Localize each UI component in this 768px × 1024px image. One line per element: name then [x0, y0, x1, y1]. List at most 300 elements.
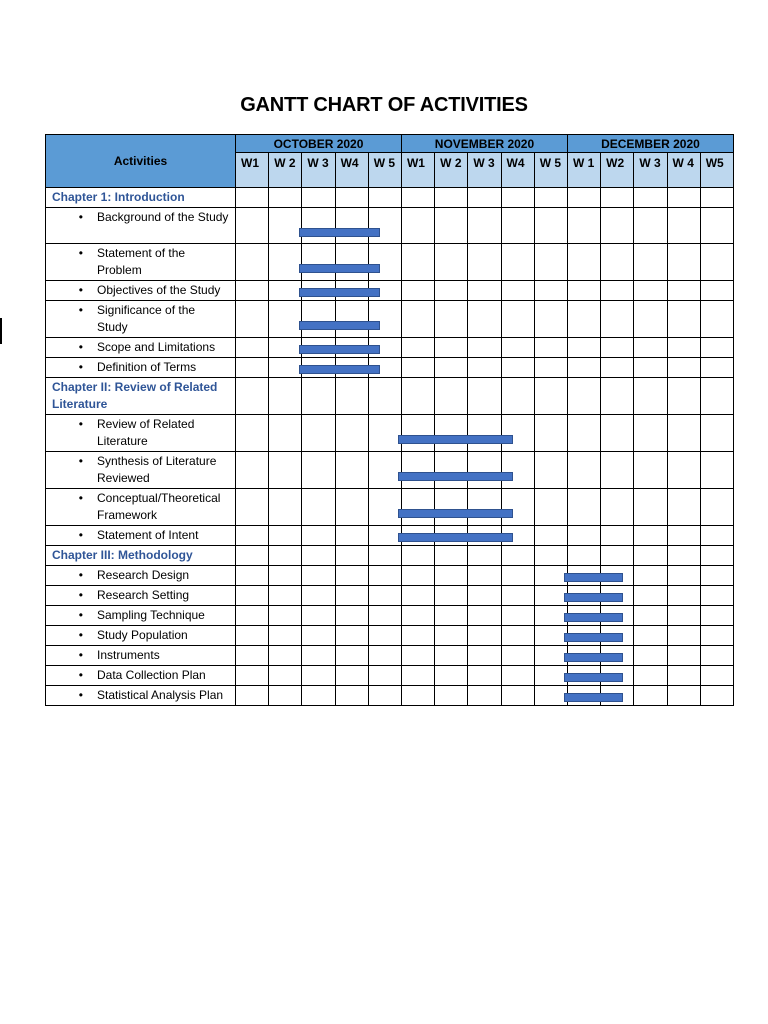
- week-cell: [236, 378, 269, 415]
- week-cell: [435, 415, 468, 452]
- week-cell: [335, 378, 368, 415]
- week-cell: [236, 586, 269, 606]
- week-cell: [634, 208, 667, 244]
- week-cell: [634, 686, 667, 706]
- week-cell: [401, 586, 434, 606]
- activity-cell: [46, 338, 236, 358]
- week-cell: [634, 338, 667, 358]
- activity-label: Study Population: [97, 628, 188, 642]
- week-cell: [634, 526, 667, 546]
- week-cell: [302, 686, 335, 706]
- week-cell: [468, 358, 501, 378]
- bullet-icon: •: [78, 246, 83, 260]
- week-cell: [335, 546, 368, 566]
- week-cell: [634, 566, 667, 586]
- week-cell: [401, 301, 434, 338]
- week-cell: [468, 626, 501, 646]
- week-cell: [269, 358, 302, 378]
- week-cell: [401, 338, 434, 358]
- week-cell: [601, 452, 634, 489]
- week-cell: [700, 666, 733, 686]
- week-cell: [269, 526, 302, 546]
- week-cell: [269, 208, 302, 244]
- page-title: GANTT CHART OF ACTIVITIES: [240, 94, 528, 116]
- week-cell: [302, 452, 335, 489]
- week-cell: [501, 338, 534, 358]
- week-cell: [269, 338, 302, 358]
- week-cell: [567, 546, 600, 566]
- week-cell: [401, 452, 434, 489]
- week-cell: [634, 244, 667, 281]
- week-cell: [501, 586, 534, 606]
- week-cell: [236, 244, 269, 281]
- activity-label: Data Collection Plan: [97, 668, 206, 682]
- bullet-icon: •: [78, 417, 83, 431]
- week-cell: [534, 626, 567, 646]
- week-cell: [700, 686, 733, 706]
- week-cell: [567, 188, 600, 208]
- week-cell: [667, 415, 700, 452]
- bullet-icon: •: [78, 628, 83, 642]
- week-cell: [435, 626, 468, 646]
- activity-label: Scope and Limitations: [97, 340, 216, 354]
- week-cell: [567, 281, 600, 301]
- week-cell: [534, 566, 567, 586]
- week-cell: [667, 281, 700, 301]
- week-cell: [368, 526, 401, 546]
- activity-label: Research Design: [97, 568, 190, 582]
- week-cell: [368, 301, 401, 338]
- week-cell: [601, 338, 634, 358]
- week-cell: [269, 586, 302, 606]
- week-cell: [236, 452, 269, 489]
- month-header-november: NOVEMBER 2020: [401, 135, 567, 153]
- week-cell: [501, 566, 534, 586]
- week-cell: [269, 281, 302, 301]
- activity-row: [46, 301, 734, 338]
- week-cell: [667, 546, 700, 566]
- week-cell: [567, 526, 600, 546]
- chapter-row: [46, 546, 734, 566]
- week-cell: [534, 452, 567, 489]
- week-cell: [302, 338, 335, 358]
- week-cell: [435, 686, 468, 706]
- week-cell: [435, 586, 468, 606]
- week-cell: [368, 646, 401, 666]
- week-cell: [435, 646, 468, 666]
- week-cell: [501, 452, 534, 489]
- chapter-title: Chapter 1: Introduction: [46, 188, 236, 208]
- week-cell: [567, 686, 600, 706]
- week-cell: [601, 666, 634, 686]
- week-cell: [601, 301, 634, 338]
- week-cell: [468, 188, 501, 208]
- week-cell: [700, 301, 733, 338]
- week-cell: [335, 489, 368, 526]
- page-edge-mark: [0, 318, 2, 344]
- week-cell: [700, 489, 733, 526]
- week-cell: [368, 666, 401, 686]
- week-cell: [269, 606, 302, 626]
- week-cell: [335, 244, 368, 281]
- bullet-icon: •: [78, 491, 83, 505]
- week-cell: [567, 666, 600, 686]
- week-cell: [302, 546, 335, 566]
- week-cell: [700, 281, 733, 301]
- week-cell: [534, 415, 567, 452]
- week-cell: [236, 281, 269, 301]
- week-cell: [435, 244, 468, 281]
- week-cell: [335, 415, 368, 452]
- week-cell: [269, 489, 302, 526]
- week-cell: [335, 646, 368, 666]
- week-cell: [302, 415, 335, 452]
- week-cell: [236, 546, 269, 566]
- week-cell: [634, 301, 667, 338]
- week-cell: [236, 666, 269, 686]
- week-cell: [401, 415, 434, 452]
- week-cell: [435, 606, 468, 626]
- week-cell: [534, 338, 567, 358]
- week-cell: [700, 526, 733, 546]
- week-cell: [700, 188, 733, 208]
- week-cell: [534, 606, 567, 626]
- bullet-icon: •: [78, 688, 83, 702]
- activity-cell: [46, 606, 236, 626]
- week-cell: [435, 566, 468, 586]
- week-cell: [667, 452, 700, 489]
- week-cell: [601, 546, 634, 566]
- week-cell: [368, 452, 401, 489]
- week-cell: [567, 358, 600, 378]
- week-cell: [700, 586, 733, 606]
- week-cell: [501, 489, 534, 526]
- week-cell: [368, 338, 401, 358]
- week-cell: [401, 188, 434, 208]
- week-cell: [667, 489, 700, 526]
- week-cell: [567, 626, 600, 646]
- bullet-icon: •: [78, 648, 83, 662]
- week-cell: [401, 489, 434, 526]
- activity-cell: [46, 489, 236, 526]
- week-cell: [401, 646, 434, 666]
- chapter-row: [46, 378, 734, 415]
- week-cell: [468, 378, 501, 415]
- week-cell: [700, 244, 733, 281]
- week-cell: [401, 626, 434, 646]
- activity-label: Synthesis of Literature Reviewed: [97, 454, 217, 485]
- week-header: W4: [335, 153, 368, 188]
- week-cell: [567, 452, 600, 489]
- week-cell: [435, 208, 468, 244]
- bullet-icon: •: [78, 528, 83, 542]
- bullet-icon: •: [78, 668, 83, 682]
- week-cell: [302, 586, 335, 606]
- activity-row: [46, 208, 734, 244]
- week-cell: [335, 188, 368, 208]
- week-cell: [501, 686, 534, 706]
- week-header: W 3: [468, 153, 501, 188]
- week-cell: [368, 281, 401, 301]
- week-cell: [269, 546, 302, 566]
- week-cell: [335, 626, 368, 646]
- week-cell: [534, 546, 567, 566]
- activity-label: Statement of Intent: [97, 528, 199, 542]
- activity-row: [46, 358, 734, 378]
- week-cell: [435, 301, 468, 338]
- week-cell: [534, 586, 567, 606]
- week-cell: [667, 338, 700, 358]
- week-cell: [269, 301, 302, 338]
- activity-label: Background of the Study: [97, 210, 229, 224]
- week-cell: [667, 208, 700, 244]
- activity-row: [46, 626, 734, 646]
- activity-cell: [46, 526, 236, 546]
- week-cell: [435, 526, 468, 546]
- week-cell: [236, 626, 269, 646]
- week-cell: [236, 606, 269, 626]
- week-cell: [236, 415, 269, 452]
- activity-row: [46, 452, 734, 489]
- week-cell: [368, 686, 401, 706]
- activity-cell: [46, 301, 236, 338]
- month-header-row: [46, 135, 734, 153]
- week-cell: [335, 586, 368, 606]
- week-cell: [368, 208, 401, 244]
- week-cell: [534, 281, 567, 301]
- week-cell: [567, 244, 600, 281]
- week-cell: [335, 281, 368, 301]
- week-cell: [468, 338, 501, 358]
- week-cell: [634, 586, 667, 606]
- week-cell: [501, 526, 534, 546]
- week-cell: [335, 526, 368, 546]
- week-cell: [236, 301, 269, 338]
- week-cell: [634, 281, 667, 301]
- week-cell: [634, 546, 667, 566]
- week-header: W1: [401, 153, 434, 188]
- bullet-icon: •: [78, 340, 83, 354]
- week-cell: [435, 338, 468, 358]
- activity-cell: [46, 686, 236, 706]
- week-cell: [368, 188, 401, 208]
- week-cell: [534, 358, 567, 378]
- week-cell: [468, 606, 501, 626]
- week-cell: [335, 606, 368, 626]
- week-cell: [401, 686, 434, 706]
- activity-row: [46, 686, 734, 706]
- week-cell: [700, 606, 733, 626]
- week-cell: [302, 606, 335, 626]
- week-cell: [534, 378, 567, 415]
- week-cell: [634, 646, 667, 666]
- week-cell: [501, 208, 534, 244]
- week-cell: [601, 244, 634, 281]
- week-cell: [468, 452, 501, 489]
- week-cell: [501, 646, 534, 666]
- activity-label: Definition of Terms: [97, 360, 197, 374]
- week-cell: [236, 188, 269, 208]
- week-cell: [236, 358, 269, 378]
- bullet-icon: •: [78, 454, 83, 468]
- activity-label: Sampling Technique: [97, 608, 205, 622]
- week-cell: [468, 686, 501, 706]
- week-cell: [468, 281, 501, 301]
- week-cell: [501, 301, 534, 338]
- week-header: W 2: [435, 153, 468, 188]
- week-header: W 5: [534, 153, 567, 188]
- week-cell: [534, 686, 567, 706]
- week-cell: [468, 301, 501, 338]
- week-cell: [601, 281, 634, 301]
- week-cell: [302, 646, 335, 666]
- week-cell: [368, 415, 401, 452]
- week-cell: [534, 526, 567, 546]
- week-header: W 4: [667, 153, 700, 188]
- week-cell: [435, 281, 468, 301]
- week-cell: [634, 358, 667, 378]
- week-cell: [667, 358, 700, 378]
- bullet-icon: •: [78, 210, 83, 224]
- activity-row: [46, 338, 734, 358]
- week-cell: [335, 338, 368, 358]
- week-cell: [667, 646, 700, 666]
- week-cell: [667, 378, 700, 415]
- activity-label: Significance of the Study: [97, 303, 196, 334]
- week-cell: [236, 646, 269, 666]
- activity-row: [46, 244, 734, 281]
- week-cell: [236, 489, 269, 526]
- week-cell: [601, 415, 634, 452]
- week-cell: [269, 415, 302, 452]
- week-cell: [368, 244, 401, 281]
- activities-header: Activities: [46, 135, 236, 188]
- week-cell: [236, 208, 269, 244]
- week-cell: [435, 378, 468, 415]
- week-cell: [302, 566, 335, 586]
- week-cell: [667, 244, 700, 281]
- week-cell: [700, 358, 733, 378]
- week-header: W4: [501, 153, 534, 188]
- week-cell: [501, 606, 534, 626]
- week-cell: [468, 586, 501, 606]
- week-cell: [601, 626, 634, 646]
- week-cell: [236, 686, 269, 706]
- week-cell: [368, 489, 401, 526]
- week-cell: [601, 208, 634, 244]
- week-cell: [468, 208, 501, 244]
- week-cell: [501, 378, 534, 415]
- week-cell: [435, 666, 468, 686]
- activity-cell: [46, 566, 236, 586]
- week-cell: [269, 244, 302, 281]
- week-cell: [401, 566, 434, 586]
- activity-row: [46, 646, 734, 666]
- week-cell: [468, 489, 501, 526]
- week-cell: [368, 546, 401, 566]
- bullet-icon: •: [78, 568, 83, 582]
- week-cell: [302, 301, 335, 338]
- week-cell: [700, 546, 733, 566]
- week-cell: [302, 358, 335, 378]
- activity-label: Statistical Analysis Plan: [97, 688, 224, 702]
- week-cell: [567, 606, 600, 626]
- week-cell: [667, 626, 700, 646]
- week-cell: [501, 244, 534, 281]
- week-cell: [335, 301, 368, 338]
- week-cell: [667, 566, 700, 586]
- week-cell: [501, 358, 534, 378]
- bullet-icon: •: [78, 303, 83, 317]
- week-cell: [468, 566, 501, 586]
- week-cell: [700, 646, 733, 666]
- activity-cell: [46, 208, 236, 244]
- week-cell: [302, 489, 335, 526]
- week-cell: [435, 546, 468, 566]
- activity-row: [46, 415, 734, 452]
- activity-label: Objectives of the Study: [97, 283, 221, 297]
- week-cell: [302, 666, 335, 686]
- week-cell: [667, 188, 700, 208]
- week-cell: [468, 646, 501, 666]
- week-cell: [401, 244, 434, 281]
- week-cell: [534, 666, 567, 686]
- week-cell: [368, 358, 401, 378]
- activity-row: [46, 566, 734, 586]
- week-cell: [601, 526, 634, 546]
- week-cell: [302, 526, 335, 546]
- week-cell: [269, 626, 302, 646]
- week-cell: [567, 586, 600, 606]
- week-cell: [269, 378, 302, 415]
- week-cell: [667, 301, 700, 338]
- activity-label: Conceptual/Theoretical Framework: [97, 491, 221, 522]
- activity-cell: [46, 646, 236, 666]
- week-cell: [634, 452, 667, 489]
- week-cell: [567, 646, 600, 666]
- week-cell: [401, 281, 434, 301]
- week-cell: [302, 378, 335, 415]
- week-cell: [601, 566, 634, 586]
- week-cell: [601, 378, 634, 415]
- week-cell: [534, 244, 567, 281]
- week-cell: [700, 566, 733, 586]
- activity-row: [46, 526, 734, 546]
- week-cell: [368, 626, 401, 646]
- bullet-icon: •: [78, 283, 83, 297]
- week-cell: [335, 686, 368, 706]
- activity-label: Review of Related Literature: [97, 417, 195, 448]
- activity-cell: [46, 626, 236, 646]
- week-cell: [634, 666, 667, 686]
- week-cell: [269, 666, 302, 686]
- week-cell: [435, 452, 468, 489]
- activity-cell: [46, 281, 236, 301]
- week-cell: [667, 606, 700, 626]
- week-cell: [335, 452, 368, 489]
- week-cell: [335, 208, 368, 244]
- week-cell: [567, 338, 600, 358]
- activity-cell: [46, 415, 236, 452]
- week-cell: [501, 666, 534, 686]
- week-cell: [634, 415, 667, 452]
- gantt-table: [45, 134, 734, 706]
- week-cell: [700, 378, 733, 415]
- activity-row: [46, 666, 734, 686]
- chapter-title: Chapter III: Methodology: [46, 546, 236, 566]
- week-cell: [667, 586, 700, 606]
- week-cell: [601, 586, 634, 606]
